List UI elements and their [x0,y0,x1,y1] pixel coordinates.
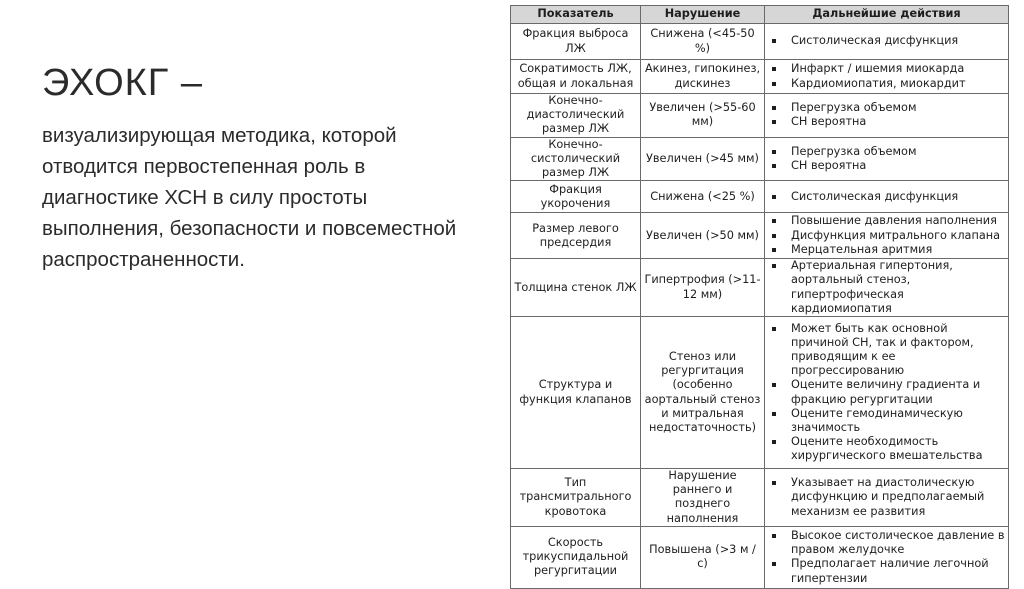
disorder-cell: Снижена (<45-50 %) [641,24,765,60]
actions-list [769,190,1005,204]
action-item: Оцените величину градиента и фракцию регургитации [769,378,1005,406]
table-row [511,259,1009,317]
disorder-cell: Снижена (<25 %) [641,181,765,213]
disorder-cell: Повышена (>3 м / с) [641,526,765,588]
table-row [511,213,1009,259]
actions-cell [765,213,1009,259]
actions-cell [765,137,1009,181]
table-row [511,526,1009,588]
actions-list [769,34,1005,48]
actions-cell [765,259,1009,317]
disorder-cell: Гипертрофия (>11-12 мм) [641,259,765,317]
action-item: СН вероятна [769,115,1005,129]
action-item: Может быть как основной причиной СН, так и фактором, приводящим к ее прогрессированию [769,322,1005,379]
table-row [511,24,1009,60]
indicator-cell: Скорость трикуспидальной регургитации [511,526,641,588]
action-item: Повышение давления наполнения [769,214,1005,228]
table-row [511,181,1009,213]
indicator-cell: Конечно-систолический размер ЛЖ [511,137,641,181]
indicator-cell: Фракция выброса ЛЖ [511,24,641,60]
action-item: Систолическая дисфункция [769,190,1005,204]
header-indicator: Показатель [511,6,641,24]
table-row [511,60,1009,94]
action-item: Кардиомиопатия, миокардит [769,77,1005,91]
action-item: Артериальная гипертония, аортальный стеноз, гипертрофическая кардиомиопатия [769,259,1005,316]
actions-list [769,101,1005,129]
action-item: Оцените необходимость хирургического вмешательства [769,435,1005,463]
header-disorder: Нарушение [641,6,765,24]
slide-description: визуализирующая методика, которой отводится первостепенная роль в диагностике ХСН в силу простоты выполнения, безопасности и повсеместной распространенности. [42,124,457,271]
actions-cell [765,24,1009,60]
action-item: Предполагает наличие легочной гипертензии [769,557,1005,585]
actions-list [769,145,1005,173]
actions-list [769,322,1005,464]
action-item: Инфаркт / ишемия миокарда [769,62,1005,76]
disorder-cell: Увеличен (>45 мм) [641,137,765,181]
table-row [511,94,1009,138]
action-item: Перегрузка объемом [769,101,1005,115]
action-item: Дисфункция митрального клапана [769,229,1005,243]
indicator-cell: Толщина стенок ЛЖ [511,259,641,317]
slide-title: ЭХОКГ – [42,62,204,104]
actions-cell [765,94,1009,138]
indicator-cell: Тип трансмитрального кровотока [511,469,641,527]
action-item: Высокое систолическое давление в правом желудочке [769,529,1005,557]
disorder-cell: Акинез, гипокинез, дискинез [641,60,765,94]
table-header-row [511,6,1009,24]
table-row [511,137,1009,181]
actions-cell [765,317,1009,469]
indicator-cell: Сократимость ЛЖ, общая и локальная [511,60,641,94]
action-item: Мерцательная аритмия [769,243,1005,257]
action-item: Оцените гемодинамическую значимость [769,407,1005,435]
actions-list [769,529,1005,586]
header-actions: Дальнейшие действия [765,6,1009,24]
actions-cell [765,526,1009,588]
indicator-cell: Конечно-диастолический размер ЛЖ [511,94,641,138]
actions-list [769,476,1005,519]
action-item: Перегрузка объемом [769,145,1005,159]
disorder-cell: Увеличен (>55-60 мм) [641,94,765,138]
indicator-cell: Структура и функция клапанов [511,317,641,469]
actions-cell [765,60,1009,94]
actions-cell [765,181,1009,213]
actions-list [769,214,1005,257]
table-row [511,469,1009,527]
indicator-cell: Фракция укорочения [511,181,641,213]
echo-table-container [510,5,1008,585]
actions-list [769,259,1005,316]
action-item: СН вероятна [769,159,1005,173]
disorder-cell: Нарушение раннего и позднего наполнения [641,469,765,527]
echo-indicators-table [510,5,1009,589]
table-body [511,24,1009,589]
actions-list [769,62,1005,90]
action-item: Систолическая дисфункция [769,34,1005,48]
action-item: Указывает на диастолическую дисфункцию и предполагаемый механизм ее развития [769,476,1005,519]
actions-cell [765,469,1009,527]
indicator-cell: Размер левого предсердия [511,213,641,259]
disorder-cell: Стеноз или регургитация (особенно аортальный стеноз и митральная недостаточность) [641,317,765,469]
disorder-cell: Увеличен (>50 мм) [641,213,765,259]
table-row [511,317,1009,469]
